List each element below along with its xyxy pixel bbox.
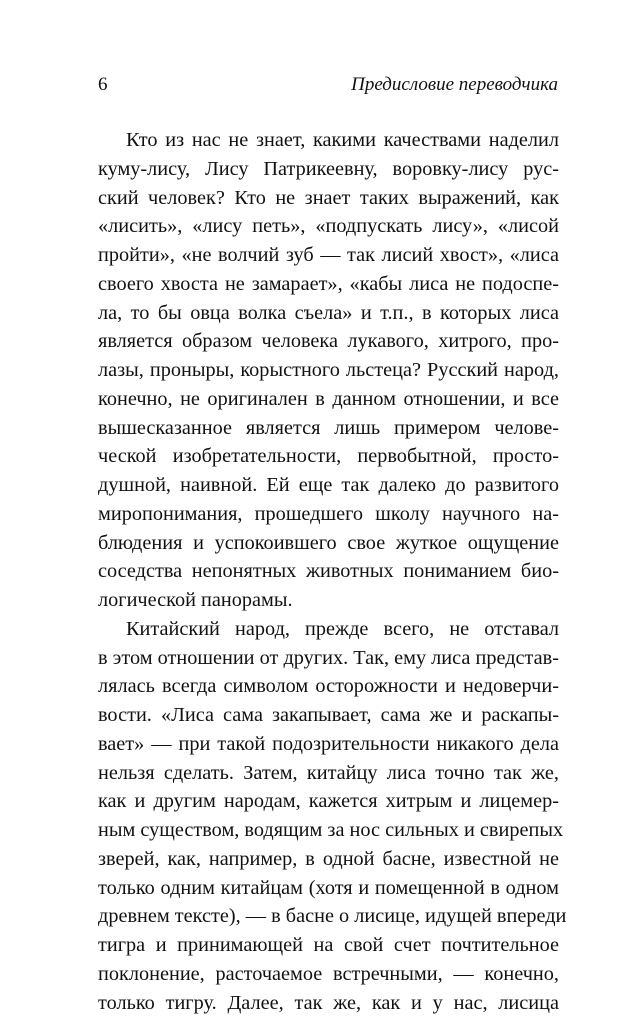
text-line: нельзя сделать. Затем, китайцу лиса точно так же,	[98, 759, 559, 788]
text-line: конечно, не оригинален в данном отношении, и все	[98, 385, 559, 414]
text-line: тигра и принимающей на свой счет почтительное	[98, 931, 559, 960]
text-line: древнем тексте), — в басне о лисице, идущей впереди	[98, 902, 559, 931]
text-line: лялась всегда символом осторожности и недоверчи-	[98, 672, 559, 701]
text-line: как и другим народам, кажется хитрым и лицемер-	[98, 787, 559, 816]
text-line: логической панорамы.	[98, 586, 559, 615]
text-line: зверей, как, например, в одной басне, известной не	[98, 845, 559, 874]
text-line: вости. «Лиса сама закапывает, сама же и раскапы-	[98, 701, 559, 730]
text-line: миропонимания, прошедшего школу научного на-	[98, 500, 559, 529]
text-line: «лисить», «лису петь», «подпускать лису», «лисой	[98, 212, 559, 241]
text-line: ным существом, водящим за нос сильных и свирепых	[98, 816, 559, 845]
text-line: ла, то бы овца волка съела» и т.п., в которых лиса	[98, 299, 559, 328]
text-line: блюдения и успокоившего свое жуткое ощущение	[98, 529, 559, 558]
text-line: является образом человека лукавого, хитрого, про-	[98, 327, 559, 356]
text-line: вает» — при такой подозрительности никакого дела	[98, 730, 559, 759]
text-line: только тигру. Далее, так же, как и у нас, лисица	[98, 989, 559, 1017]
text-line: соседства непонятных животных пониманием био-	[98, 557, 559, 586]
text-line: ческой изобретательности, первобытной, просто-	[98, 442, 559, 471]
text-line: лазы, проныры, корыстного льстеца? Русский народ,	[98, 356, 559, 385]
text-line: Китайский народ, прежде всего, не отставал	[98, 615, 559, 644]
text-line: куму-лису, Лису Патрикеевну, воровку-лису рус-	[98, 155, 559, 184]
text-line: в этом отношении от других. Так, ему лиса представ-	[98, 644, 559, 673]
text-line: ский человек? Кто не знает таких выражений, как	[98, 184, 559, 213]
body-text	[98, 126, 559, 1017]
paragraph-2	[98, 615, 559, 1017]
paragraph-1	[98, 126, 559, 615]
running-head: Предисловие переводчика	[351, 74, 558, 96]
text-line: поклонение, расточаемое встречными, — конечно,	[98, 960, 559, 989]
text-line: только одним китайцам (хотя и помещенной в одном	[98, 874, 559, 903]
text-line: вышесказанное является лишь примером челове-	[98, 414, 559, 443]
text-line: пройти», «не волчий зуб — так лисий хвост», «лиса	[98, 241, 559, 270]
text-line: душной, наивной. Ей еще так далеко до развитого	[98, 471, 559, 500]
page-number: 6	[98, 74, 108, 96]
text-line: своего хвоста не замарает», «кабы лиса не подоспе-	[98, 270, 559, 299]
text-line: Кто из нас не знает, какими качествами наделил	[98, 126, 559, 155]
